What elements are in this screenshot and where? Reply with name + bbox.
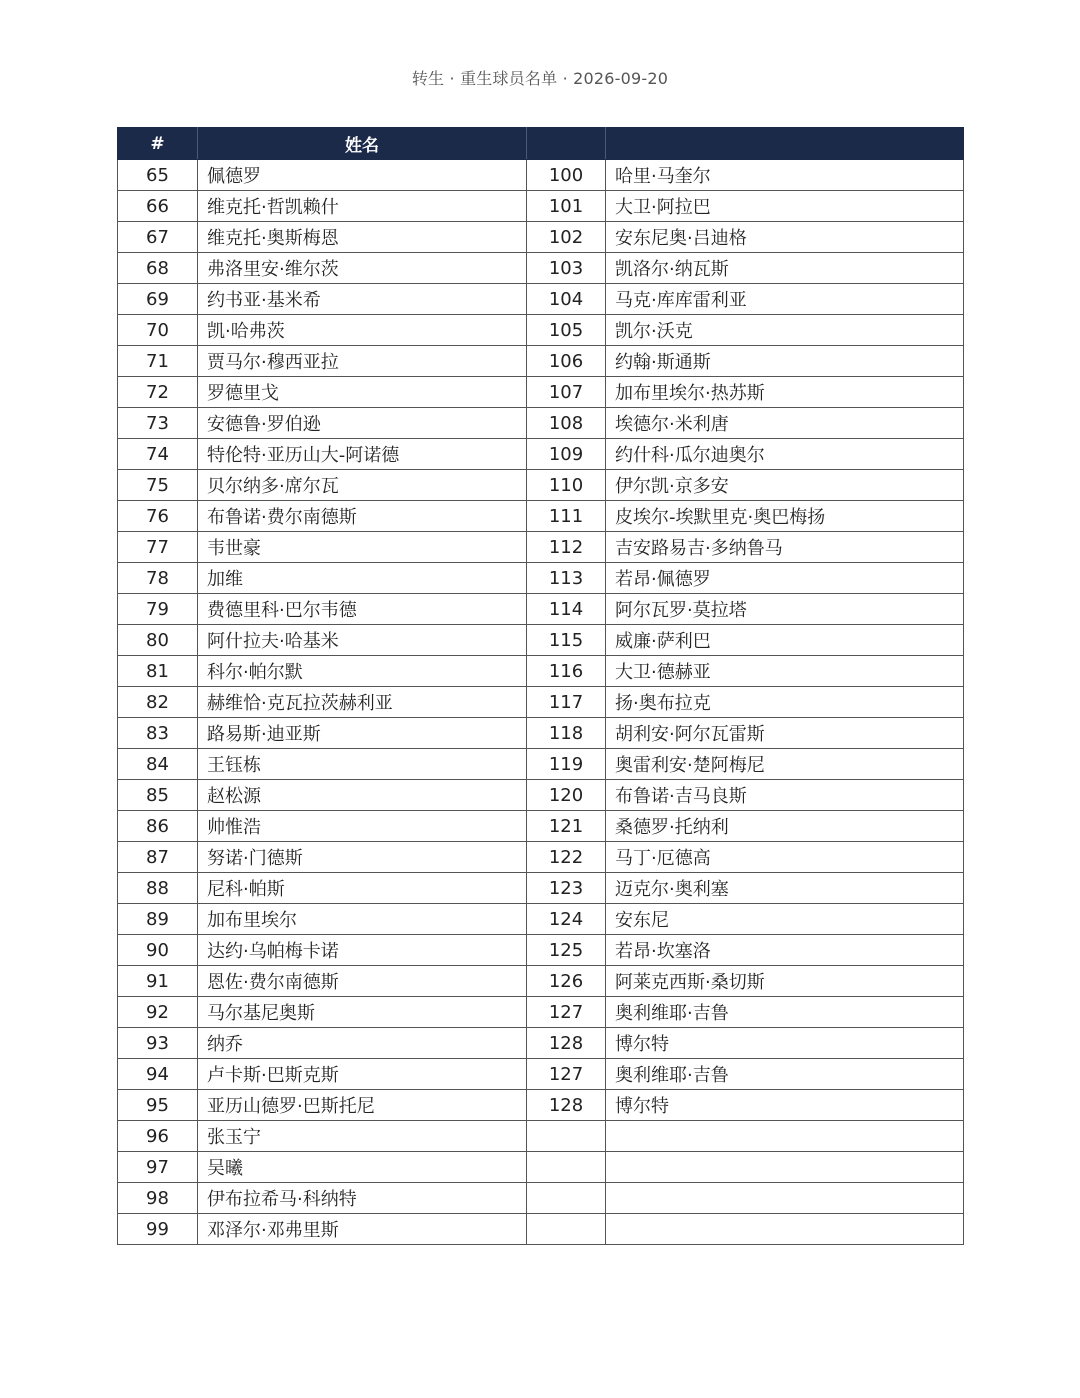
player-number: 81 [118, 656, 198, 687]
player-number: 95 [118, 1090, 198, 1121]
table-row [118, 408, 964, 439]
player-name: 大卫·德赫亚 [606, 656, 964, 687]
table-row [118, 470, 964, 501]
table-row [118, 439, 964, 470]
player-name: 阿莱克西斯·桑切斯 [606, 966, 964, 997]
player-number: 116 [527, 656, 606, 687]
player-name: 吉安路易吉·多纳鲁马 [606, 532, 964, 563]
player-number: 77 [118, 532, 198, 563]
table-row [118, 625, 964, 656]
player-name: 约书亚·基米希 [198, 284, 527, 315]
player-name: 哈里·马奎尔 [606, 160, 964, 191]
player-number: 98 [118, 1183, 198, 1214]
table-row [118, 1090, 964, 1121]
player-number [527, 1214, 606, 1245]
player-name: 阿什拉夫·哈基米 [198, 625, 527, 656]
player-number [527, 1121, 606, 1152]
player-name: 伊布拉希马·科纳特 [198, 1183, 527, 1214]
player-name: 罗德里戈 [198, 377, 527, 408]
player-number: 113 [527, 563, 606, 594]
player-name [606, 1214, 964, 1245]
player-name: 博尔特 [606, 1028, 964, 1059]
table-body [118, 160, 964, 1245]
player-name: 马尔基尼奥斯 [198, 997, 527, 1028]
player-number: 66 [118, 191, 198, 222]
player-number: 119 [527, 749, 606, 780]
player-number: 114 [527, 594, 606, 625]
player-name: 尼科·帕斯 [198, 873, 527, 904]
player-number: 90 [118, 935, 198, 966]
player-name: 皮埃尔-埃默里克·奥巴梅扬 [606, 501, 964, 532]
table-row [118, 1028, 964, 1059]
player-name: 加维 [198, 563, 527, 594]
player-number: 72 [118, 377, 198, 408]
player-number: 121 [527, 811, 606, 842]
table-row [118, 563, 964, 594]
player-name: 王钰栋 [198, 749, 527, 780]
player-number: 115 [527, 625, 606, 656]
player-name: 费德里科·巴尔韦德 [198, 594, 527, 625]
player-name: 凯·哈弗茨 [198, 315, 527, 346]
player-name: 亚历山德罗·巴斯托尼 [198, 1090, 527, 1121]
table-row [118, 935, 964, 966]
table-row [118, 1059, 964, 1090]
player-name: 帅惟浩 [198, 811, 527, 842]
player-number: 82 [118, 687, 198, 718]
column-header-name-2 [606, 128, 964, 160]
player-number: 92 [118, 997, 198, 1028]
player-number: 108 [527, 408, 606, 439]
player-number: 104 [527, 284, 606, 315]
table-row [118, 160, 964, 191]
player-number: 101 [527, 191, 606, 222]
player-number: 87 [118, 842, 198, 873]
player-name: 布鲁诺·吉马良斯 [606, 780, 964, 811]
player-name: 贾马尔·穆西亚拉 [198, 346, 527, 377]
player-name: 达约·乌帕梅卡诺 [198, 935, 527, 966]
player-number: 112 [527, 532, 606, 563]
table-row [118, 1183, 964, 1214]
table-row [118, 284, 964, 315]
player-name: 邓泽尔·邓弗里斯 [198, 1214, 527, 1245]
table-row [118, 222, 964, 253]
player-name: 伊尔凯·京多安 [606, 470, 964, 501]
player-name: 若昂·坎塞洛 [606, 935, 964, 966]
column-header-number: # [118, 128, 198, 160]
player-name: 佩德罗 [198, 160, 527, 191]
player-number: 70 [118, 315, 198, 346]
player-number: 83 [118, 718, 198, 749]
player-number: 88 [118, 873, 198, 904]
roster-table [117, 127, 964, 1245]
player-number: 125 [527, 935, 606, 966]
player-name: 布鲁诺·费尔南德斯 [198, 501, 527, 532]
page-title: 转生 · 重生球员名单 · 2026-09-20 [411, 69, 669, 88]
table-row [118, 997, 964, 1028]
table-row [118, 718, 964, 749]
player-number: 97 [118, 1152, 198, 1183]
player-number [527, 1152, 606, 1183]
player-name: 韦世豪 [198, 532, 527, 563]
player-number: 127 [527, 997, 606, 1028]
table-row [118, 346, 964, 377]
player-name: 赵松源 [198, 780, 527, 811]
player-number: 96 [118, 1121, 198, 1152]
player-number: 65 [118, 160, 198, 191]
player-name: 纳乔 [198, 1028, 527, 1059]
table-row [118, 966, 964, 997]
table-row [118, 1214, 964, 1245]
player-name: 科尔·帕尔默 [198, 656, 527, 687]
table-row [118, 501, 964, 532]
player-number: 94 [118, 1059, 198, 1090]
player-name: 博尔特 [606, 1090, 964, 1121]
player-number: 79 [118, 594, 198, 625]
player-number: 91 [118, 966, 198, 997]
player-number: 128 [527, 1090, 606, 1121]
player-name [606, 1121, 964, 1152]
player-name [606, 1152, 964, 1183]
player-number: 111 [527, 501, 606, 532]
player-number: 84 [118, 749, 198, 780]
player-name: 加布里埃尔 [198, 904, 527, 935]
player-number: 68 [118, 253, 198, 284]
player-name: 赫维恰·克瓦拉茨赫利亚 [198, 687, 527, 718]
player-number: 127 [527, 1059, 606, 1090]
player-number: 110 [527, 470, 606, 501]
table-row [118, 656, 964, 687]
player-name: 弗洛里安·维尔茨 [198, 253, 527, 284]
player-name: 卢卡斯·巴斯克斯 [198, 1059, 527, 1090]
player-number: 75 [118, 470, 198, 501]
player-number: 73 [118, 408, 198, 439]
table-row [118, 1121, 964, 1152]
player-number: 106 [527, 346, 606, 377]
player-name: 扬·奥布拉克 [606, 687, 964, 718]
player-name: 维克托·奥斯梅恩 [198, 222, 527, 253]
player-name: 安德鲁·罗伯逊 [198, 408, 527, 439]
player-number: 103 [527, 253, 606, 284]
player-number: 102 [527, 222, 606, 253]
player-name: 张玉宁 [198, 1121, 527, 1152]
player-name: 吴曦 [198, 1152, 527, 1183]
player-name: 迈克尔·奥利塞 [606, 873, 964, 904]
player-name: 埃德尔·米利唐 [606, 408, 964, 439]
player-name: 大卫·阿拉巴 [606, 191, 964, 222]
table-row [118, 811, 964, 842]
player-name: 贝尔纳多·席尔瓦 [198, 470, 527, 501]
player-name: 阿尔瓦罗·莫拉塔 [606, 594, 964, 625]
table-row [118, 873, 964, 904]
player-name: 维克托·哲凯赖什 [198, 191, 527, 222]
player-number: 89 [118, 904, 198, 935]
player-number: 78 [118, 563, 198, 594]
player-name: 奥利维耶·吉鲁 [606, 1059, 964, 1090]
player-number: 67 [118, 222, 198, 253]
player-number: 120 [527, 780, 606, 811]
table-row [118, 1152, 964, 1183]
player-name: 加布里埃尔·热苏斯 [606, 377, 964, 408]
player-number: 74 [118, 439, 198, 470]
player-name: 特伦特·亚历山大-阿诺德 [198, 439, 527, 470]
table-row [118, 253, 964, 284]
player-name: 恩佐·费尔南德斯 [198, 966, 527, 997]
player-number: 126 [527, 966, 606, 997]
player-number: 105 [527, 315, 606, 346]
header-row [118, 128, 964, 160]
player-number: 100 [527, 160, 606, 191]
player-name: 若昂·佩德罗 [606, 563, 964, 594]
player-name: 安东尼 [606, 904, 964, 935]
player-name: 奥雷利安·楚阿梅尼 [606, 749, 964, 780]
player-name: 胡利安·阿尔瓦雷斯 [606, 718, 964, 749]
table-row [118, 315, 964, 346]
table-row [118, 687, 964, 718]
player-number: 117 [527, 687, 606, 718]
player-name: 凯尔·沃克 [606, 315, 964, 346]
player-name: 马丁·厄德高 [606, 842, 964, 873]
player-number: 122 [527, 842, 606, 873]
player-number: 71 [118, 346, 198, 377]
player-number [527, 1183, 606, 1214]
player-number: 80 [118, 625, 198, 656]
player-number: 69 [118, 284, 198, 315]
player-number: 85 [118, 780, 198, 811]
player-number: 109 [527, 439, 606, 470]
player-name: 约翰·斯通斯 [606, 346, 964, 377]
player-name: 路易斯·迪亚斯 [198, 718, 527, 749]
player-number: 99 [118, 1214, 198, 1245]
player-number: 93 [118, 1028, 198, 1059]
player-number: 123 [527, 873, 606, 904]
player-name: 约什科·瓜尔迪奥尔 [606, 439, 964, 470]
table-row [118, 191, 964, 222]
player-number: 107 [527, 377, 606, 408]
table-row [118, 377, 964, 408]
player-number: 86 [118, 811, 198, 842]
column-header-number-2 [527, 128, 606, 160]
player-name: 桑德罗·托纳利 [606, 811, 964, 842]
player-number: 124 [527, 904, 606, 935]
table-row [118, 749, 964, 780]
player-name: 安东尼奥·吕迪格 [606, 222, 964, 253]
player-name: 马克·库库雷利亚 [606, 284, 964, 315]
table-row [118, 532, 964, 563]
table-row [118, 904, 964, 935]
player-name: 凯洛尔·纳瓦斯 [606, 253, 964, 284]
player-name [606, 1183, 964, 1214]
player-name: 奥利维耶·吉鲁 [606, 997, 964, 1028]
player-number: 76 [118, 501, 198, 532]
player-number: 118 [527, 718, 606, 749]
column-header-name: 姓名 [198, 128, 527, 160]
table-row [118, 594, 964, 625]
player-name: 努诺·门德斯 [198, 842, 527, 873]
table-header [118, 128, 964, 160]
player-number: 128 [527, 1028, 606, 1059]
table-row [118, 780, 964, 811]
table-row [118, 842, 964, 873]
player-name: 威廉·萨利巴 [606, 625, 964, 656]
